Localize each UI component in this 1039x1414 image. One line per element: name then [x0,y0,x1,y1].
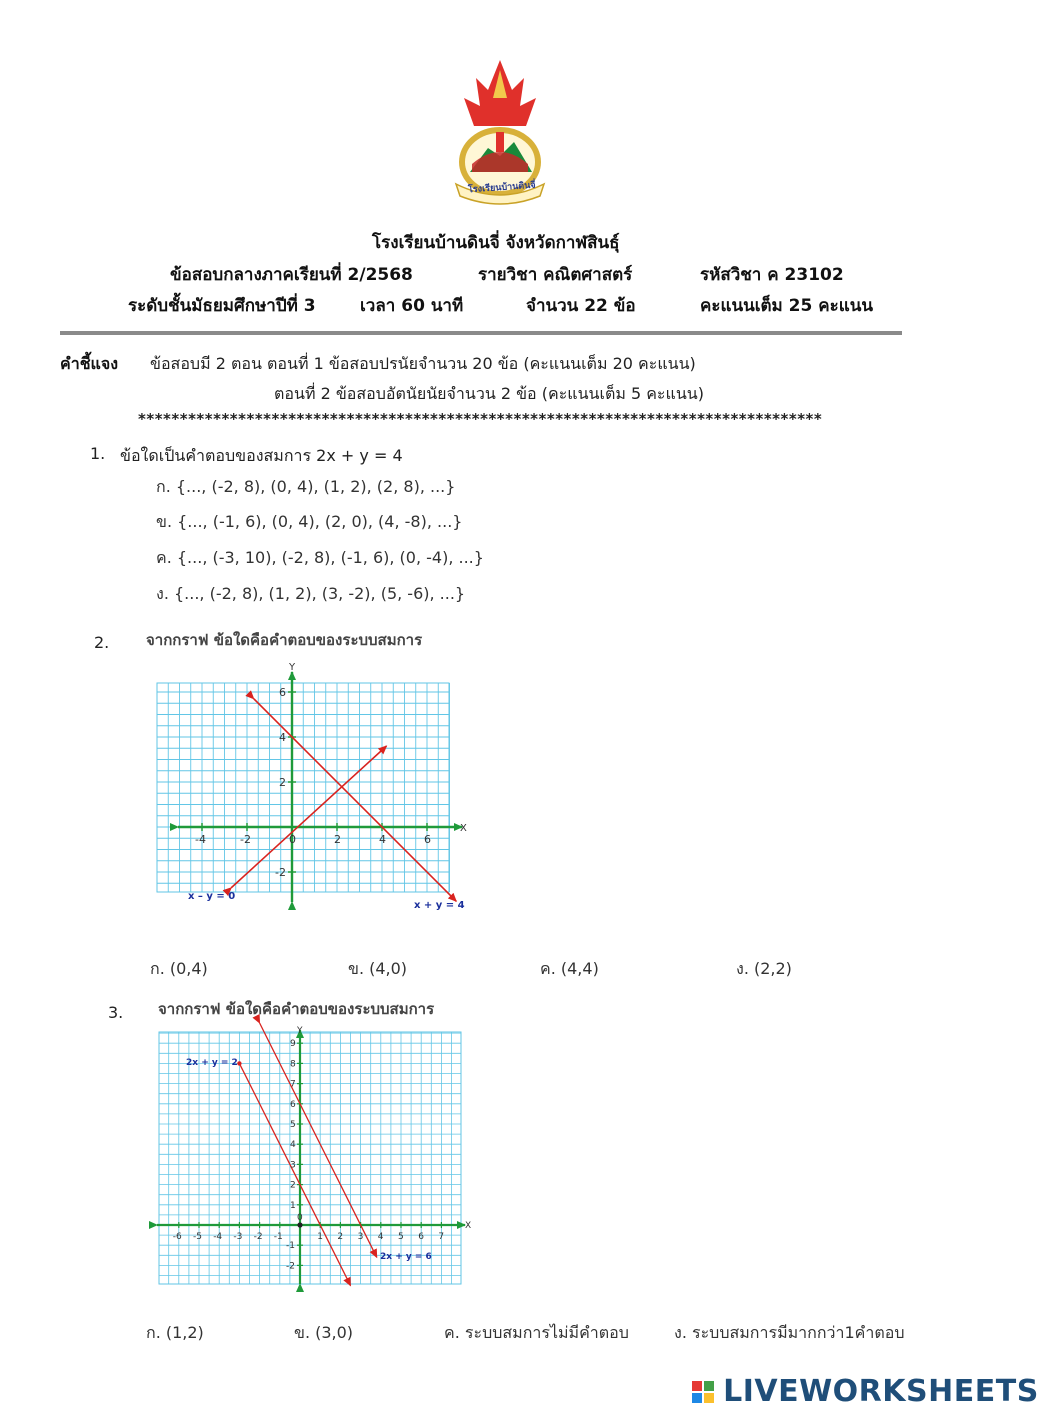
x-tick-label: -5 [193,1232,202,1242]
y-tick-label: -2 [275,866,286,879]
y-tick-label: 4 [279,731,286,744]
x-tick-label: -4 [195,833,206,846]
x-tick-label: 5 [398,1232,404,1242]
logo-caption: โรงเรียนบ้านดินจี่ [467,180,536,196]
graph-line-1 [231,746,386,888]
x-tick-label: 3 [357,1232,364,1242]
x-tick-label: -6 [172,1232,182,1242]
liveworksheets-icon [692,1381,714,1403]
y-tick-label: 1 [290,1200,296,1211]
q1-number: 1. [90,444,106,463]
question-count: จำนวน 22 ข้อ [526,296,636,316]
x-tick-label: 4 [377,1232,384,1242]
x-tick-label: 1 [317,1232,323,1242]
x-tick-label: 6 [424,833,431,846]
y-tick-label: 6 [279,686,286,699]
y-tick-label: 2 [290,1180,296,1191]
school-logo [440,56,560,206]
q2-option-a[interactable]: ก. (0,4) [150,959,208,978]
exam-time: เวลา 60 นาที [360,296,464,316]
q3-option-a[interactable]: ก. (1,2) [146,1323,204,1342]
y-tick-label: -2 [286,1261,295,1272]
school-name: โรงเรียนบ้านดินจี่ จังหวัดกาฬสินธุ์ [372,233,620,253]
q3-line1-label: 2x + y = 2 [186,1058,238,1068]
y-tick-label: 9 [290,1039,296,1050]
y-tick-label: 2 [279,776,286,789]
x-tick-label: 0 [289,833,296,846]
x-axis-label: X [460,823,467,834]
y-axis-label: Y [297,1026,303,1036]
origin-point [297,1222,302,1227]
q2-option-d[interactable]: ง. (2,2) [736,959,792,978]
y-tick-label: 4 [290,1140,296,1151]
y-tick-label: 3 [290,1160,296,1171]
instructions-label: คำชี้แจง [60,354,119,373]
full-score: คะแนนเต็ม 25 คะแนน [700,296,873,316]
q1-option-a[interactable]: ก. {..., (-2, 8), (0, 4), (1, 2), (2, 8), ...} [156,477,456,496]
q2-line2-label: x + y = 4 [414,900,465,911]
q3-line2-label: 2x + y = 6 [380,1252,432,1262]
y-tick-label: 6 [290,1099,296,1110]
instructions-line-1: ข้อสอบมี 2 ตอน ตอนที่ 1 ข้อสอบปรนัยจำนวน 20 ข้อ (คะแนนเต็ม 20 คะแนน) [150,354,696,373]
x-tick-label: -2 [240,833,251,846]
x-tick-label: 0 [297,1213,303,1223]
x-tick-label: -3 [233,1232,243,1242]
x-tick-label: 6 [418,1232,424,1242]
x-tick-label: -1 [273,1232,283,1242]
x-tick-label: 7 [438,1232,445,1242]
q2-line1-label: x – y = 0 [188,891,236,902]
q2-text: จากกราฟ ข้อใดคือคำตอบของระบบสมการ [146,631,423,649]
q3-option-c[interactable]: ค. ระบบสมการไม่มีคำตอบ [444,1323,629,1342]
x-tick-label: 2 [337,1232,344,1242]
instructions-line-2: ตอนที่ 2 ข้อสอบอัตนัยนัยจำนวน 2 ข้อ (คะแนนเต็ม 5 คะแนน) [274,384,704,403]
x-tick-label: 4 [379,833,386,846]
grade-level: ระดับชั้นมัธยมศึกษาปีที่ 3 [128,296,316,316]
separator-stars: ********************************************************************************** [138,410,823,428]
x-axis-label: X [465,1221,472,1231]
subject-code: รหัสวิชา ค 23102 [700,265,844,285]
header-divider [60,331,902,335]
liveworksheets-brand: LIVEWORKSHEETS [723,1374,1039,1409]
q3-text: จากกราฟ ข้อใดคือคำตอบของระบบสมการ [158,1000,435,1018]
exam-title: ข้อสอบกลางภาคเรียนที่ 2/2568 [170,265,413,285]
y-tick-label: 5 [290,1120,296,1130]
q2-option-b[interactable]: ข. (4,0) [348,959,408,978]
x-tick-label: -2 [253,1232,263,1242]
q1-option-c[interactable]: ค. {..., (-3, 10), (-2, 8), (-1, 6), (0, -4), ...} [156,548,484,567]
subject-name: รายวิชา คณิตศาสตร์ [478,265,633,285]
q3-option-b[interactable]: ข. (3,0) [294,1323,354,1342]
q3-option-d[interactable]: ง. ระบบสมการมีมากกว่า1คำตอบ [674,1323,905,1342]
liveworksheets-logo [692,1374,1039,1408]
line1-start-point [237,1061,241,1065]
y-tick-label: 7 [290,1079,296,1090]
y-axis-label: Y [289,662,296,673]
x-tick-label: -4 [213,1232,223,1242]
q3-number: 3. [108,1003,124,1022]
q1-option-b[interactable]: ข. {..., (-1, 6), (0, 4), (2, 0), (4, -8), ...} [156,512,463,531]
y-tick-label: 8 [290,1059,296,1070]
y-tick-label: -1 [286,1241,295,1252]
q1-option-d[interactable]: ง. {..., (-2, 8), (1, 2), (3, -2), (5, -6), ...} [156,584,466,603]
q2-number: 2. [94,633,110,652]
q2-option-c[interactable]: ค. (4,4) [540,959,599,978]
q1-text: ข้อใดเป็นคำตอบของสมการ 2x + y = 4 [120,446,403,465]
q2-graph [150,660,480,915]
x-tick-label: 2 [334,833,341,846]
